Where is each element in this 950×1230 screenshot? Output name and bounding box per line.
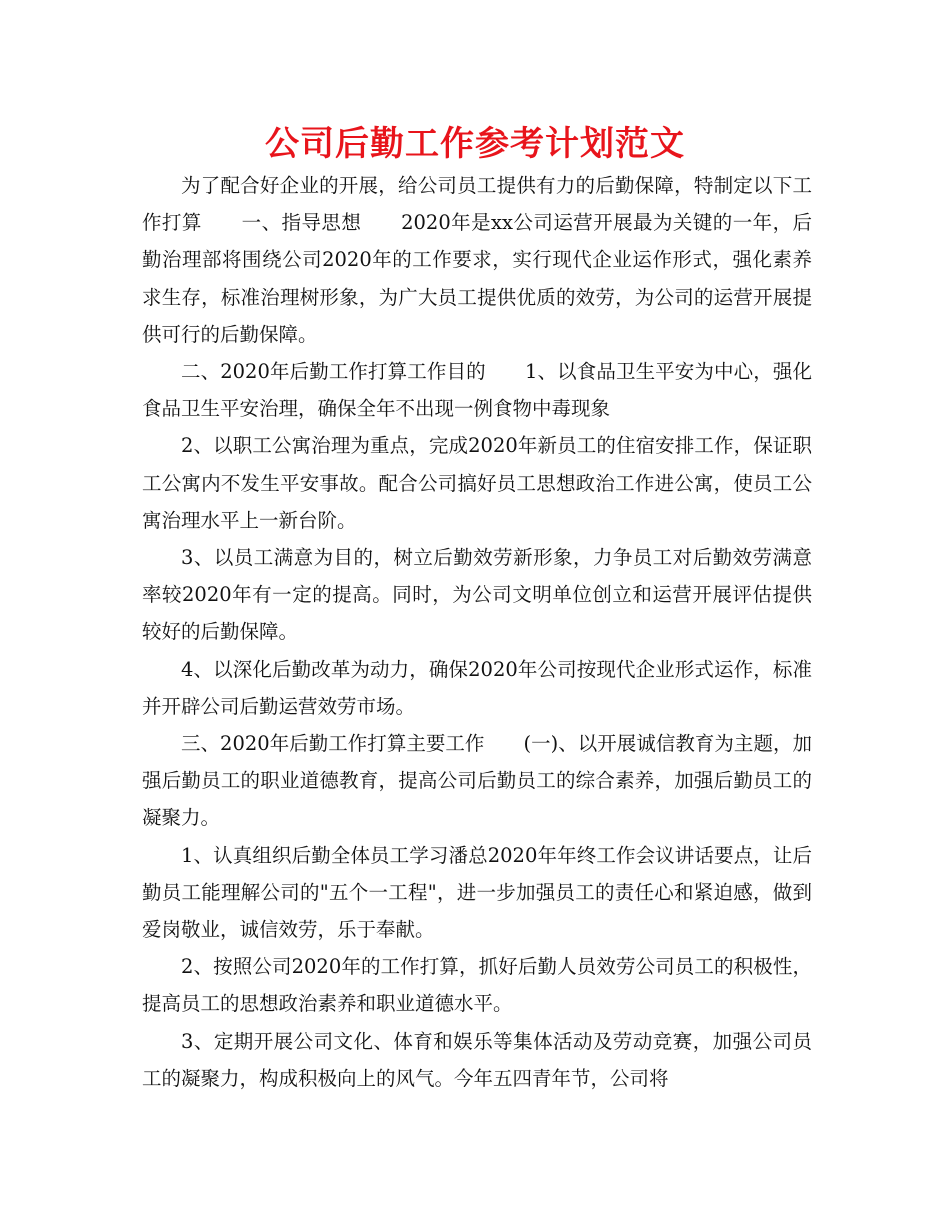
paragraph-work-goals: 二、2020年后勤工作打算工作目的 1、以食品卫生平安为中心，强化食品卫生平安治理，确保全年不出现一例食物中毒现象 — [142, 360, 812, 421]
paragraph-goal-2: 2、以职工公寓治理为重点，完成2020年新员工的住宿安排工作，保证职工公寓内不发生平安事故。配合公司搞好员工思想政治工作进公寓，使员工公寓治理水平上一新台阶。 — [142, 434, 812, 532]
paragraph-work-item-1: 1、认真组织后勤全体员工学习潘总2020年年终工作会议讲话要点，让后勤员工能理解公司的"五个一工程"，进一步加强员工的责任心和紧迫感，做到爱岗敬业，诚信效劳，乐于奉献。 — [142, 843, 812, 942]
document-title: 公司后勤工作参考计划范文 — [265, 124, 685, 164]
paragraph-work-item-3: 3、定期开展公司文化、体育和娱乐等集体活动及劳动竞赛，加强公司员工的凝聚力，构成积极向上的风气。今年五四青年节，公司将 — [142, 1029, 812, 1090]
paragraph-main-work: 三、2020年后勤工作打算主要工作 (一)、以开展诚信教育为主题，加强后勤员工的职业道德教育，提高公司后勤员工的综合素养，加强后勤员工的凝聚力。 — [142, 732, 812, 830]
paragraph-goal-4: 4、以深化后勤改革为动力，确保2020年公司按现代企业形式运作，标准并开辟公司后勤运营效劳市场。 — [142, 657, 812, 718]
paragraph-intro-guiding-thought: 为了配合好企业的开展，给公司员工提供有力的后勤保障，特制定以下工作打算 一、指导思想 2020年是xx公司运营开展最为关键的一年，后勤治理部将围绕公司2020年的工作要求，实行现代企业运作形式，强化素养求生存，标准治理树形象，为广大员工提供优质的效劳，为公司的运营开展提供可行的后勤保障。 — [142, 174, 812, 346]
document-body — [142, 167, 812, 1097]
paragraph-work-item-2: 2、按照公司2020年的工作打算，抓好后勤人员效劳公司员工的积极性，提高员工的思想政治素养和职业道德水平。 — [142, 955, 812, 1016]
paragraph-goal-3: 3、以员工满意为目的，树立后勤效劳新形象，力争员工对后勤效劳满意率较2020年有一定的提高。同时，为公司文明单位创立和运营开展评估提供较好的后勤保障。 — [142, 546, 812, 644]
